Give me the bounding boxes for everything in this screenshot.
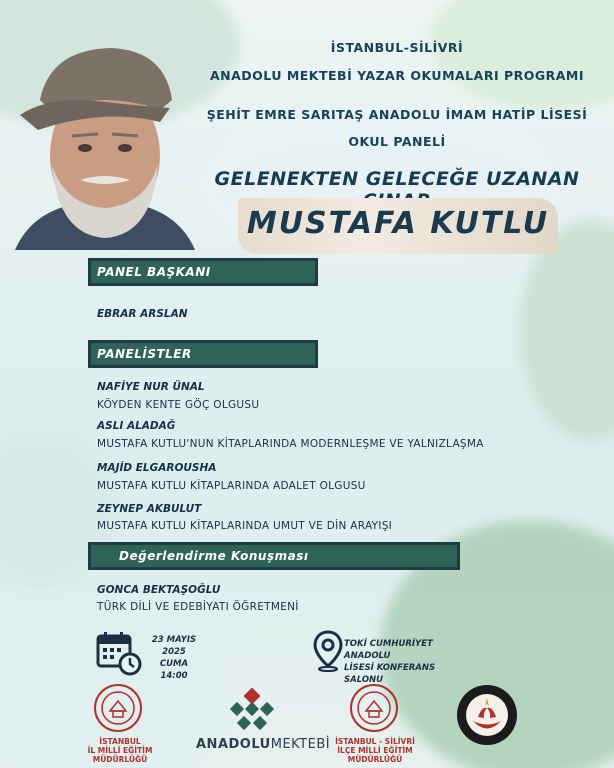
author-portrait <box>10 30 200 250</box>
event-date: 23 MAYIS 2025 <box>151 635 197 657</box>
location-pin-icon <box>313 630 343 672</box>
event-date-block <box>142 634 206 682</box>
header-school: ŞEHİT EMRE SARITAŞ ANADOLU İMAM HATİP LİSESİ <box>206 107 588 122</box>
panelist-name: ASLI ALADAĞ <box>97 420 176 432</box>
meb-seal-right <box>349 683 399 733</box>
header-event-type: OKUL PANELİ <box>348 134 446 149</box>
am-caption-a: ANADOLU <box>196 737 271 752</box>
panelist-topic: MUSTAFA KUTLU KİTAPLARINDA ADALET OLGUSU <box>97 480 366 492</box>
meb-seal-left <box>93 683 143 733</box>
panel-chair-name: EBRAR ARSLAN <box>97 308 188 320</box>
anadolu-mektebi-logo <box>222 688 282 736</box>
panelist-topic: MUSTAFA KUTLU'NUN KİTAPLARINDA MODERNLEŞME VE YALNIZLAŞMA <box>97 438 484 450</box>
panelist-topic: MUSTAFA KUTLU KİTAPLARINDA UMUT VE DİN ARAYIŞI <box>97 520 393 532</box>
header-theme: GELENEKTEN GELECEĞE UZANAN <box>214 168 580 190</box>
watercolor-blob <box>430 0 614 110</box>
evaluator-title: TÜRK DİLİ VE EDEBİYATI ÖĞRETMENİ <box>97 601 299 613</box>
section-panel-chair: PANEL BAŞKANI <box>88 258 318 286</box>
calendar-clock-icon <box>96 630 142 676</box>
am-caption-b: MEKTEBİ <box>270 737 331 752</box>
panelist-name: MAJİD ELGAROUSHA <box>97 462 217 474</box>
event-day: CUMA <box>159 659 189 669</box>
right-logo-caption <box>310 737 440 764</box>
venue-line2: LİSESİ KONFERANS SALONU <box>344 663 436 685</box>
left-logo-caption <box>70 737 170 764</box>
panelist-topic: KÖYDEN KENTE GÖÇ OLGUSU <box>97 399 260 411</box>
school-seal <box>456 684 518 746</box>
venue-line1: TOKİ CUMHURİYET ANADOLU <box>344 639 433 661</box>
event-venue-block <box>344 638 464 686</box>
event-time: 14:00 <box>160 671 188 681</box>
author-name: MUSTAFA KUTLU <box>246 206 550 241</box>
header-location: İSTANBUL-SİLİVRİ <box>330 40 464 55</box>
section-evaluation-talk: Değerlendirme Konuşması <box>88 542 460 570</box>
evaluator-name: GONCA BEKTAŞOĞLU <box>97 584 221 596</box>
right-logo-line2: İLÇE MİLLİ EĞİTİM MÜDÜRLÜĞÜ <box>337 746 413 764</box>
header-program: ANADOLU MEKTEBİ YAZAR OKUMALARI PROGRAMI <box>209 68 585 83</box>
left-logo-line1: İSTANBUL <box>99 737 141 746</box>
section-panelists: PANELİSTLER <box>88 340 318 368</box>
panelist-name: ZEYNEP AKBULUT <box>97 503 202 515</box>
left-logo-line2: İL MİLLİ EĞİTİM MÜDÜRLÜĞÜ <box>87 746 153 764</box>
panelist-name: NAFİYE NUR ÜNAL <box>97 381 205 393</box>
right-logo-line1: İSTANBUL - SİLİVRİ <box>335 737 415 746</box>
